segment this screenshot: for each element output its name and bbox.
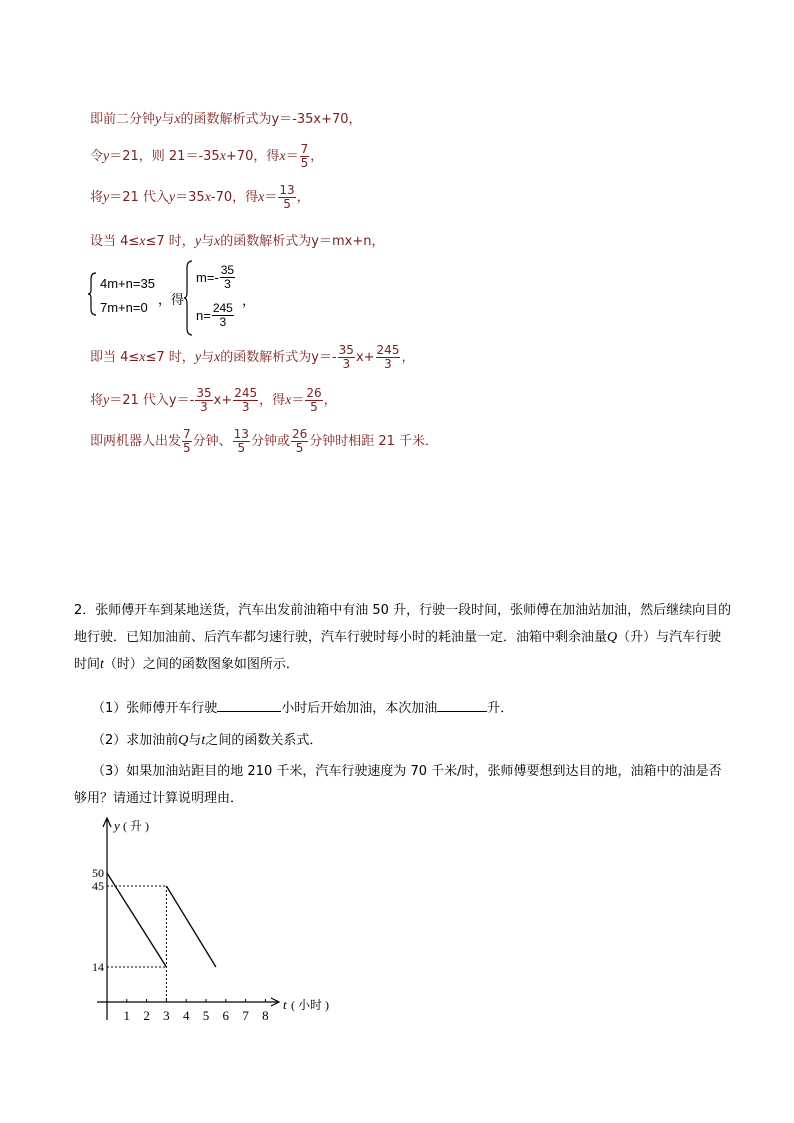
segment-2 bbox=[166, 886, 216, 967]
tick-labels bbox=[92, 866, 269, 1023]
dotted-guides bbox=[107, 886, 166, 1002]
x-tick-4: 4 bbox=[182, 1008, 190, 1023]
fuel-graph bbox=[80, 812, 380, 1032]
x-tick-8: 8 bbox=[262, 1008, 269, 1023]
y-tick-14: 14 bbox=[92, 960, 104, 974]
x-tick-7: 7 bbox=[242, 1008, 249, 1023]
question-1: （1）张师傅开车行驶 小时后开始加油，本次加油 升． bbox=[92, 701, 514, 716]
problem-stem: 2．张师傅开车到某地送货，汽车出发前油箱中有油 50 升，行驶一段时间，张师傅在加油站加油，然后继续向目的地行驶．已知加油前、后汽车都匀速行驶，汽车行驶时每小时的耗油量一定．油箱中剩余油量Q（升）与汽车行驶时间t（时）之间的函数图象如图所示． bbox=[74, 603, 732, 672]
system-eq-1: 4m+n=35 bbox=[100, 276, 155, 291]
y-axis-label: y bbox=[114, 818, 120, 833]
system-eq-2: 7m+n=0 bbox=[100, 300, 148, 315]
solution-line-4: 设当 4≤x≤7 时，y与x的函数解析式为y＝mx+n， bbox=[90, 234, 385, 249]
axes bbox=[97, 818, 329, 1020]
left-brace-icon bbox=[88, 272, 98, 316]
answer-blank-2[interactable] bbox=[437, 699, 487, 712]
equation: y＝-35x+70， bbox=[271, 112, 362, 127]
x-tick-1: 1 bbox=[123, 1008, 131, 1023]
n-solution: n= $\frac{245}{3}$ bbox=[196, 301, 233, 329]
question-3: （3）如果加油站距目的地 210 千米，汽车行驶速度为 70 千米/时，张师傅要想到达目的地，油箱中的油是否够用？请通过计算说明理由． bbox=[74, 764, 722, 806]
x-tick-3: 3 bbox=[163, 1008, 170, 1023]
y-axis-unit: ( 升 ) bbox=[123, 819, 149, 833]
fraction: $\frac{7}{5}$ bbox=[300, 142, 309, 170]
solution-line-6: 即当 4≤x≤7 时，y与x的函数解析式为y＝- $\frac{35}{3}$ x+ $\frac{245}{3}$ ， bbox=[90, 343, 415, 371]
x-tick-2: 2 bbox=[143, 1008, 150, 1023]
solution-line-2: 令y＝21，则 21＝-35x+70，得x＝ $\frac{7}{5}$ ， bbox=[90, 142, 324, 170]
fraction: $\frac{13}{5}$ bbox=[279, 183, 295, 211]
y-tick-50: 50 bbox=[92, 866, 104, 880]
x-axis-label: t bbox=[283, 997, 287, 1012]
problem-number: 2． bbox=[74, 603, 96, 618]
graph-lines bbox=[107, 873, 216, 967]
solution-line-1: 即前二分钟y与x的函数解析式为y＝-35x+70， bbox=[90, 112, 362, 127]
x-axis-unit: ( 小时 ) bbox=[291, 998, 329, 1012]
segment-1 bbox=[107, 873, 166, 967]
solution-line-3: 将y＝21 代入y＝35x-70，得x＝ $\frac{13}{5}$ ， bbox=[90, 183, 310, 211]
x-tick-6: 6 bbox=[222, 1008, 230, 1023]
solution-line-8: 即两机器人出发 $\frac{7}{5}$ 分钟、 $\frac{13}{5}$ 分钟或 $\frac{26}{5}$ 分钟时相距 21 千米． bbox=[90, 427, 439, 455]
y-tick-45: 45 bbox=[92, 879, 104, 893]
x-tick-5: 5 bbox=[202, 1008, 210, 1023]
question-2: （2）求加油前Q与t之间的函数关系式． bbox=[92, 733, 323, 748]
solution-line-7: 将y＝21 代入y＝- $\frac{35}{3}$ x+ $\frac{245}{3}$ ，得x＝ $\frac{26}{5}$ ， bbox=[90, 386, 337, 414]
right-system-brace-icon bbox=[184, 260, 194, 336]
system-get: ，得 bbox=[158, 292, 185, 307]
m-solution: m=- $\frac{35}{3}$ bbox=[196, 263, 235, 291]
equation-system: 4m+n=35 7m+n=0 ，得 m=- $\frac{35}{3}$ n= $\frac{245}{3}$ ， bbox=[88, 260, 288, 338]
answer-blank-1[interactable] bbox=[217, 699, 281, 712]
